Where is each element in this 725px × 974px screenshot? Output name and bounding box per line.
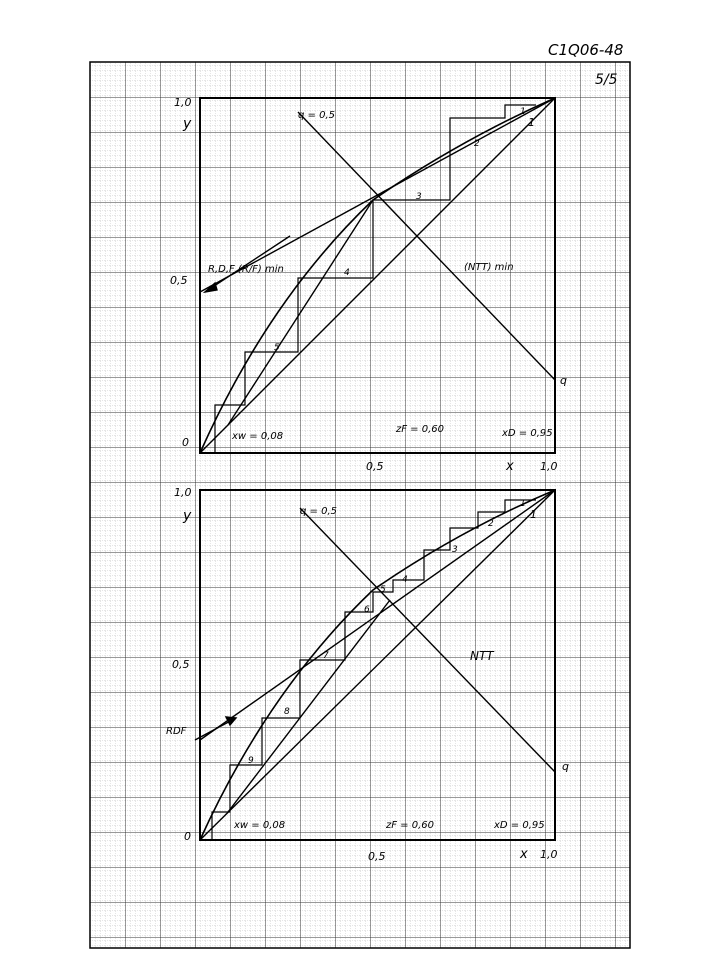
top-stage-5: 5 xyxy=(274,343,280,353)
bottom-stage-5: 5 xyxy=(380,585,386,595)
top-stage-3: 3 xyxy=(416,192,422,202)
top-xd-label: xD = 0,95 xyxy=(502,428,553,439)
bottom-xd-label: xD = 0,95 xyxy=(494,820,545,831)
top-tick-half-x: 0,5 xyxy=(366,460,384,473)
top-stage-1: 1 xyxy=(520,107,526,117)
bottom-x-axis-label: x xyxy=(520,847,528,862)
bottom-stage-2: 2 xyxy=(488,519,494,529)
top-stage-2: 2 xyxy=(474,139,480,149)
bottom-ntt-label: NTT xyxy=(470,649,494,663)
document-id: C1Q06-48 xyxy=(548,41,624,59)
bottom-xw-label: xw = 0,08 xyxy=(234,820,286,831)
top-stage-4: 4 xyxy=(344,268,350,278)
bottom-tick-one-x: 1,0 xyxy=(540,848,558,861)
bottom-stage-4: 4 xyxy=(402,575,408,585)
bottom-stage-9: 9 xyxy=(248,756,254,766)
bottom-tick-half-x: 0,5 xyxy=(368,850,386,863)
bottom-stage-1: 1 xyxy=(520,499,526,509)
bottom-stage-3: 3 xyxy=(452,545,458,555)
bottom-stage-8: 8 xyxy=(284,707,290,717)
top-point-d: 1 xyxy=(528,116,535,129)
bottom-point-q: q xyxy=(562,760,569,773)
page-number: 5/5 xyxy=(595,72,618,88)
bottom-tick-one-y: 1,0 xyxy=(174,486,192,499)
top-rmin-label: R,D,F (R/F) min xyxy=(208,264,284,275)
bottom-rdf-label: RDF xyxy=(166,726,187,737)
top-x-axis-label: x xyxy=(506,459,514,474)
top-zf-label: zF = 0,60 xyxy=(396,424,445,435)
top-nmin-label: (NTT) min xyxy=(464,262,514,273)
top-tick-one-y: 1,0 xyxy=(174,96,192,109)
bottom-stage-6: 6 xyxy=(364,605,370,615)
top-point-q: q xyxy=(560,374,567,387)
bottom-zf-label: zF = 0,60 xyxy=(386,820,435,831)
bottom-y-axis-label: y xyxy=(183,508,192,524)
bottom-tick-half-y: 0,5 xyxy=(172,658,190,671)
top-q-label: q = 0,5 xyxy=(298,110,335,121)
bottom-q-label: q = 0,5 xyxy=(300,506,337,517)
top-tick-half-y: 0,5 xyxy=(170,274,188,287)
top-y-axis-label: y xyxy=(183,116,192,132)
bottom-point-d: 1 xyxy=(530,508,537,521)
top-xw-label: xw = 0,08 xyxy=(232,431,284,442)
bottom-stage-7: 7 xyxy=(323,651,329,661)
top-tick-one-x: 1,0 xyxy=(540,460,558,473)
grid xyxy=(90,62,630,948)
bottom-tick-origin: 0 xyxy=(184,830,191,843)
top-tick-origin: 0 xyxy=(182,436,189,449)
